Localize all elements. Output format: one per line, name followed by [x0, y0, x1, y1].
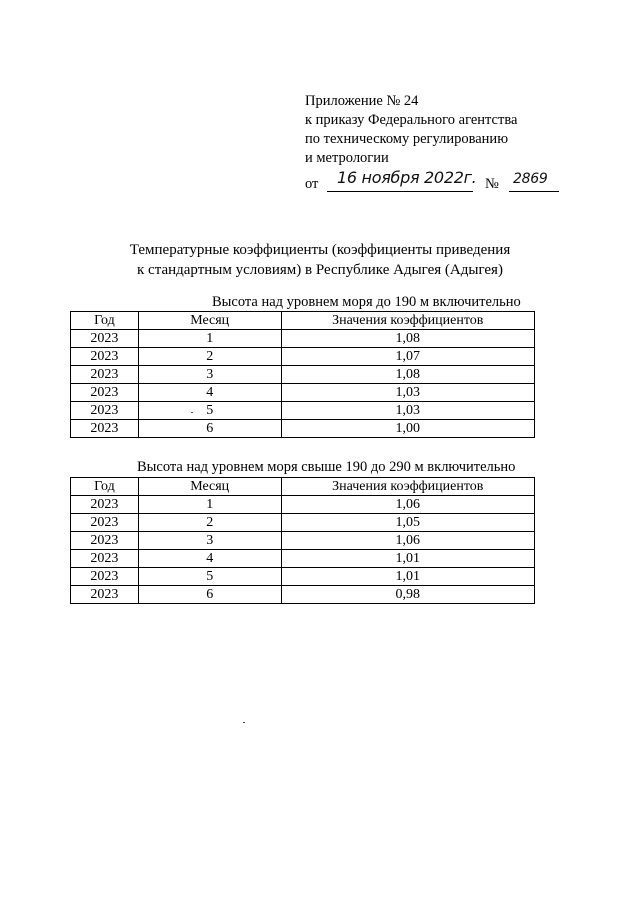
- cell-year: 2023: [71, 384, 139, 402]
- table-2-caption: Высота над уровнем моря свыше 190 до 290 м включительно: [137, 459, 516, 475]
- cell-year: 2023: [71, 330, 139, 348]
- cell-year: 2023: [71, 420, 139, 438]
- cell-year: 2023: [71, 514, 139, 532]
- table-header-row: [71, 478, 535, 496]
- cell-month: 6: [138, 420, 281, 438]
- table-row: [71, 366, 535, 384]
- cell-year: 2023: [71, 496, 139, 514]
- document-title-line-2: к стандартным условиям) в Республике Адыгея (Адыгея): [137, 262, 503, 278]
- cell-value: 1,00: [281, 420, 534, 438]
- scan-speck: [243, 722, 245, 723]
- cell-value: 1,01: [281, 550, 534, 568]
- cell-month: 4: [138, 384, 281, 402]
- table-row: [71, 568, 535, 586]
- order-reference-line-1: к приказу Федерального агентства: [305, 112, 518, 128]
- table-row: [71, 496, 535, 514]
- cell-month: 3: [138, 532, 281, 550]
- table-row: [71, 384, 535, 402]
- cell-value: 1,05: [281, 514, 534, 532]
- order-date-field: [327, 168, 477, 192]
- document-title-line-1: Температурные коэффициенты (коэффициенты приведения: [129, 242, 511, 258]
- column-header-year: Год: [71, 478, 139, 496]
- cell-month: 5: [138, 568, 281, 586]
- cell-year: 2023: [71, 366, 139, 384]
- cell-month: 5: [138, 402, 281, 420]
- cell-value: 1,08: [281, 366, 534, 384]
- order-number-field: [509, 172, 559, 192]
- table-row: [71, 586, 535, 604]
- column-header-month: Месяц: [138, 312, 281, 330]
- scan-speck: [191, 412, 193, 413]
- cell-month: 1: [138, 496, 281, 514]
- coefficients-table-190-to-290m: [70, 477, 535, 604]
- order-date-number-line: [305, 168, 565, 194]
- cell-value: 1,08: [281, 330, 534, 348]
- table-row: [71, 348, 535, 366]
- cell-month: 1: [138, 330, 281, 348]
- cell-month: 6: [138, 586, 281, 604]
- column-header-year: Год: [71, 312, 139, 330]
- cell-value: 0,98: [281, 586, 534, 604]
- cell-year: 2023: [71, 348, 139, 366]
- cell-value: 1,01: [281, 568, 534, 586]
- cell-month: 2: [138, 348, 281, 366]
- cell-year: 2023: [71, 568, 139, 586]
- order-reference-line-3: и метрологии: [305, 150, 389, 166]
- document-title: [70, 240, 570, 280]
- cell-year: 2023: [71, 402, 139, 420]
- cell-month: 4: [138, 550, 281, 568]
- column-header-month: Месяц: [138, 478, 281, 496]
- cell-month: 2: [138, 514, 281, 532]
- table-row: [71, 532, 535, 550]
- appendix-number: Приложение № 24: [305, 93, 419, 109]
- order-date-handwritten: 16 ноября 2022г.: [337, 168, 477, 187]
- table-row: [71, 550, 535, 568]
- table-row: [71, 402, 535, 420]
- order-reference-line-2: по техническому регулированию: [305, 131, 509, 147]
- cell-value: 1,06: [281, 496, 534, 514]
- coefficients-table-up-to-190m: [70, 311, 535, 438]
- table-row: [71, 514, 535, 532]
- table-row: [71, 420, 535, 438]
- table-1-caption: Высота над уровнем моря до 190 м включительно: [212, 294, 521, 310]
- cell-year: 2023: [71, 550, 139, 568]
- cell-value: 1,03: [281, 402, 534, 420]
- order-from-label: от: [305, 176, 319, 192]
- cell-value: 1,03: [281, 384, 534, 402]
- cell-year: 2023: [71, 532, 139, 550]
- column-header-value: Значения коэффициентов: [281, 312, 534, 330]
- table-header-row: [71, 312, 535, 330]
- order-number-label: №: [485, 176, 499, 192]
- cell-year: 2023: [71, 586, 139, 604]
- table-row: [71, 330, 535, 348]
- column-header-value: Значения коэффициентов: [281, 478, 534, 496]
- cell-value: 1,07: [281, 348, 534, 366]
- cell-month: 3: [138, 366, 281, 384]
- order-number-handwritten: 2869: [513, 171, 548, 187]
- cell-value: 1,06: [281, 532, 534, 550]
- appendix-header: [305, 92, 565, 194]
